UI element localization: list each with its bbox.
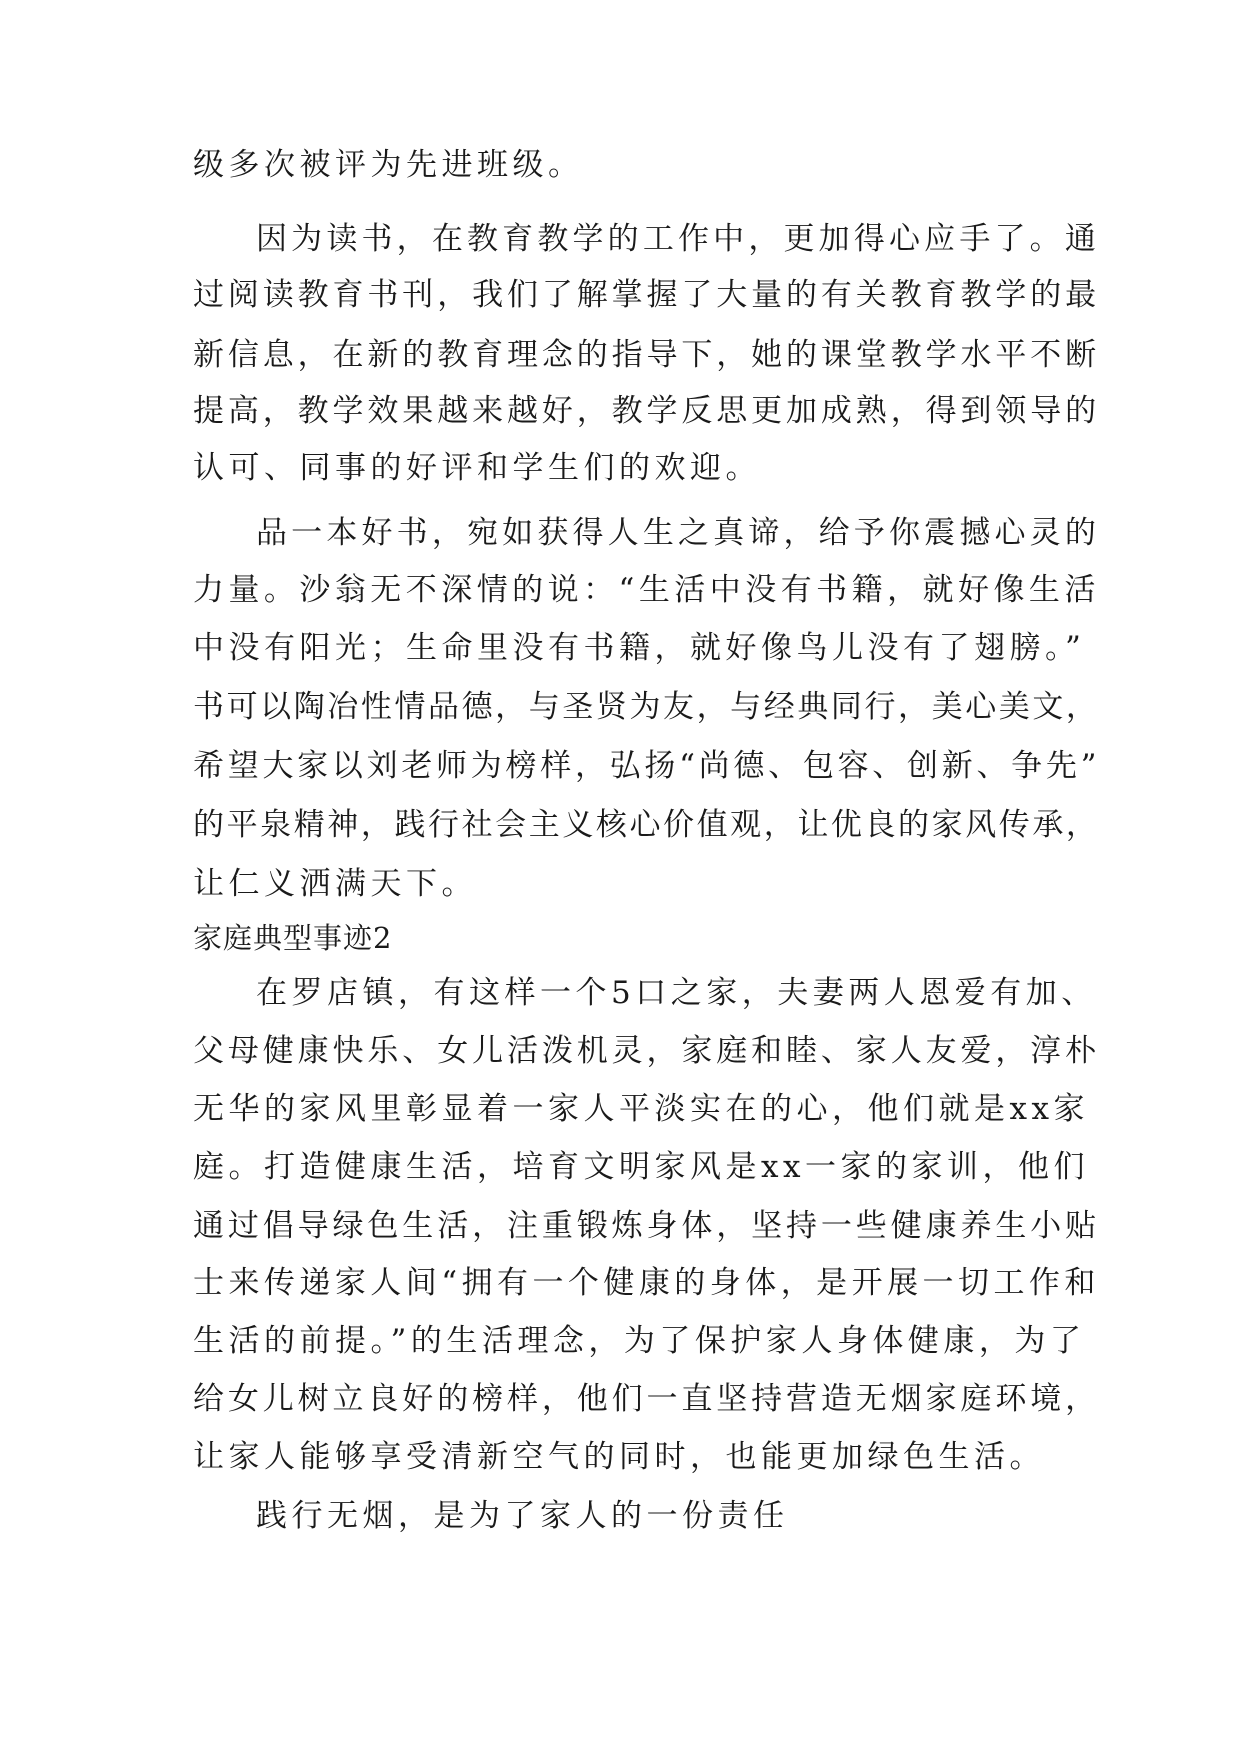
paragraph-3-line-7: 让仁义洒满天下。 bbox=[193, 866, 477, 902]
paragraph-3-line-3: 中没有阳光；生命里没有书籍，就好像鸟儿没有了翅膀。” bbox=[193, 630, 1086, 666]
paragraph-4-line-1: 在罗店镇，有这样一个5口之家，夫妻两人恩爱有加、 bbox=[256, 975, 1097, 1011]
paragraph-4-line-5: 通过倡导绿色生活，注重锻炼身体，坚持一些健康养生小贴 bbox=[193, 1208, 1100, 1244]
paragraph-5-line-1: 践行无烟，是为了家人的一份责任 bbox=[256, 1498, 789, 1534]
paragraph-2-line-4: 提高，教学效果越来越好，教学反思更加成熟，得到领导的 bbox=[193, 393, 1100, 429]
paragraph-3-line-1: 品一本好书，宛如获得人生之真谛，给予你震撼心灵的 bbox=[256, 515, 1100, 551]
paragraph-4-line-6: 士来传递家人间“拥有一个健康的身体，是开展一切工作和 bbox=[193, 1265, 1100, 1301]
paragraph-2-line-3: 新信息，在新的教育理念的指导下，她的课堂教学水平不断 bbox=[193, 337, 1100, 373]
text-line-1: 级多次被评为先进班级。 bbox=[193, 147, 584, 183]
paragraph-3-line-5: 希望大家以刘老师为榜样，弘扬“尚德、包容、创新、争先” bbox=[193, 748, 1101, 784]
paragraph-4-line-3: 无华的家风里彰显着一家人平淡实在的心，他们就是xx家 bbox=[193, 1091, 1089, 1127]
paragraph-2-line-2: 过阅读教育书刊，我们了解掌握了大量的有关教育教学的最 bbox=[193, 277, 1100, 313]
paragraph-3-line-6: 的平泉精神，践行社会主义核心价值观，让优良的家风传承， bbox=[193, 807, 1100, 843]
paragraph-4-line-9: 让家人能够享受清新空气的同时，也能更加绿色生活。 bbox=[193, 1439, 1045, 1475]
paragraph-4-line-2: 父母健康快乐、女儿活泼机灵，家庭和睦、家人友爱，淳朴 bbox=[193, 1033, 1100, 1069]
paragraph-2-line-5: 认可、同事的好评和学生们的欢迎。 bbox=[193, 450, 761, 486]
paragraph-4-line-7: 生活的前提。”的生活理念，为了保护家人身体健康，为了 bbox=[193, 1323, 1086, 1359]
section-heading: 家庭典型事迹2 bbox=[193, 921, 393, 955]
paragraph-2-line-1: 因为读书，在教育教学的工作中，更加得心应手了。通 bbox=[256, 221, 1100, 257]
paragraph-4-line-8: 给女儿树立良好的榜样，他们一直坚持营造无烟家庭环境， bbox=[193, 1381, 1100, 1417]
paragraph-3-line-2: 力量。沙翁无不深情的说：“生活中没有书籍，就好像生活 bbox=[193, 572, 1100, 608]
paragraph-3-line-4: 书可以陶冶性情品德，与圣贤为友，与经典同行，美心美文， bbox=[193, 689, 1100, 725]
paragraph-4-line-4: 庭。打造健康生活，培育文明家风是xx一家的家训，他们 bbox=[193, 1149, 1089, 1185]
